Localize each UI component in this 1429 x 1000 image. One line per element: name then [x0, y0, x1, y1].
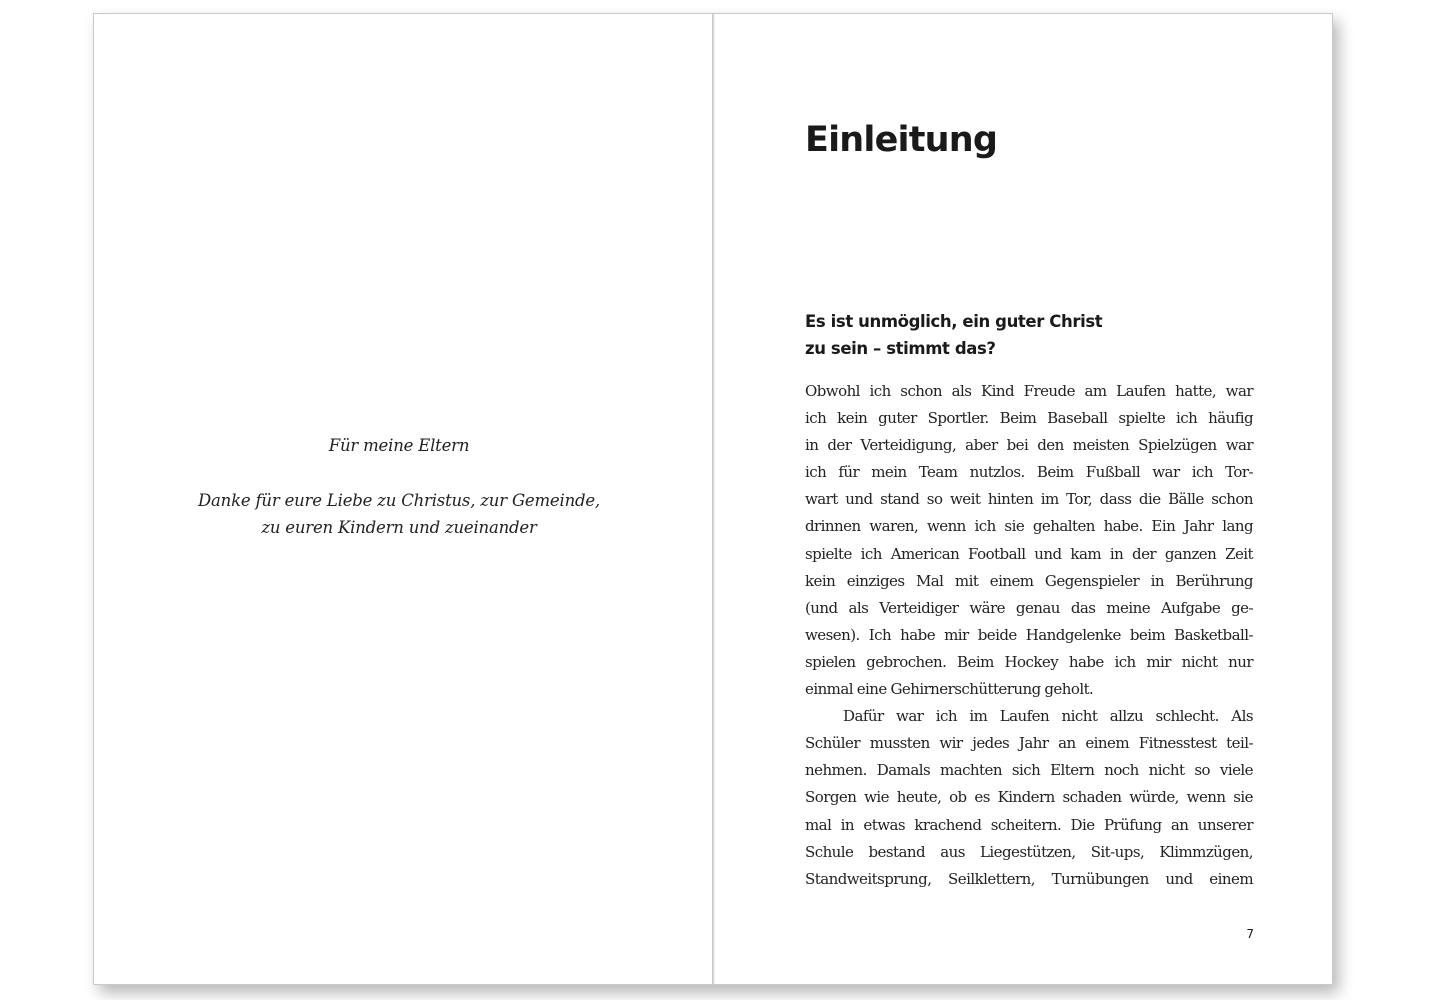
text-line: mal in etwas krachend scheitern. Die Prüfung an unserer: [805, 815, 1253, 834]
body-text: [805, 378, 1253, 893]
dedication-line: Danke für eure Liebe zu Christus, zur Gemeinde,: [198, 491, 600, 510]
page-number: 7: [1246, 927, 1254, 941]
paragraph-1: [805, 378, 1253, 703]
text-line: Sorgen wie heute, ob es Kindern schaden würde, wenn sie: [805, 788, 1253, 807]
right-page: [713, 14, 1332, 984]
text-line: ich für mein Team nutzlos. Beim Fußball war ich Tor-: [805, 463, 1253, 482]
paragraph-2: [805, 703, 1253, 893]
dedication-line: zu euren Kindern und zueinander: [261, 518, 537, 537]
section-heading-line: Es ist unmöglich, ein guter Christ: [805, 312, 1103, 331]
text-line: wesen). Ich habe mir beide Handgelenke beim Basketball-: [805, 625, 1253, 644]
section-heading: [805, 308, 1102, 362]
dedication-text: [94, 487, 704, 541]
section-heading-line: zu sein – stimmt das?: [805, 339, 996, 358]
text-line: Schule bestand aus Liegestützen, Sit-ups, Klimmzügen,: [805, 842, 1253, 861]
chapter-title: Einleitung: [805, 120, 998, 160]
text-line: (und als Verteidiger wäre genau das meine Aufgabe ge-: [805, 598, 1253, 617]
book-spread: [93, 13, 1333, 985]
left-page: [94, 14, 713, 984]
text-line: drinnen waren, wenn ich sie gehalten habe. Ein Jahr lang: [805, 517, 1253, 536]
text-line: Obwohl ich schon als Kind Freude am Laufen hatte, war: [805, 382, 1253, 400]
text-line: einmal eine Gehirnerschütterung geholt.: [805, 680, 1094, 699]
text-line: Dafür war ich im Laufen nicht allzu schlecht. Als: [843, 707, 1253, 726]
text-line: Schüler mussten wir jedes Jahr an einem Fitnesstest teil-: [805, 734, 1253, 753]
text-line: spielen gebrochen. Beim Hockey habe ich mir nicht nur: [805, 652, 1253, 671]
text-line: nehmen. Damals machten sich Eltern noch nicht so viele: [805, 761, 1253, 780]
text-line: wart und stand so weit hinten im Tor, dass die Bälle schon: [805, 490, 1253, 509]
text-line: Standweitsprung, Seilklettern, Turnübungen und einem: [805, 869, 1253, 888]
text-line: spielte ich American Football und kam in der ganzen Zeit: [805, 544, 1253, 563]
text-line: in der Verteidigung, aber bei den meisten Spielzügen war: [805, 436, 1253, 455]
dedication-heading: Für meine Eltern: [328, 436, 470, 455]
text-line: ich kein guter Sportler. Beim Baseball spielte ich häufig: [805, 409, 1253, 428]
text-line: kein einziges Mal mit einem Gegenspieler in Berührung: [805, 571, 1253, 590]
